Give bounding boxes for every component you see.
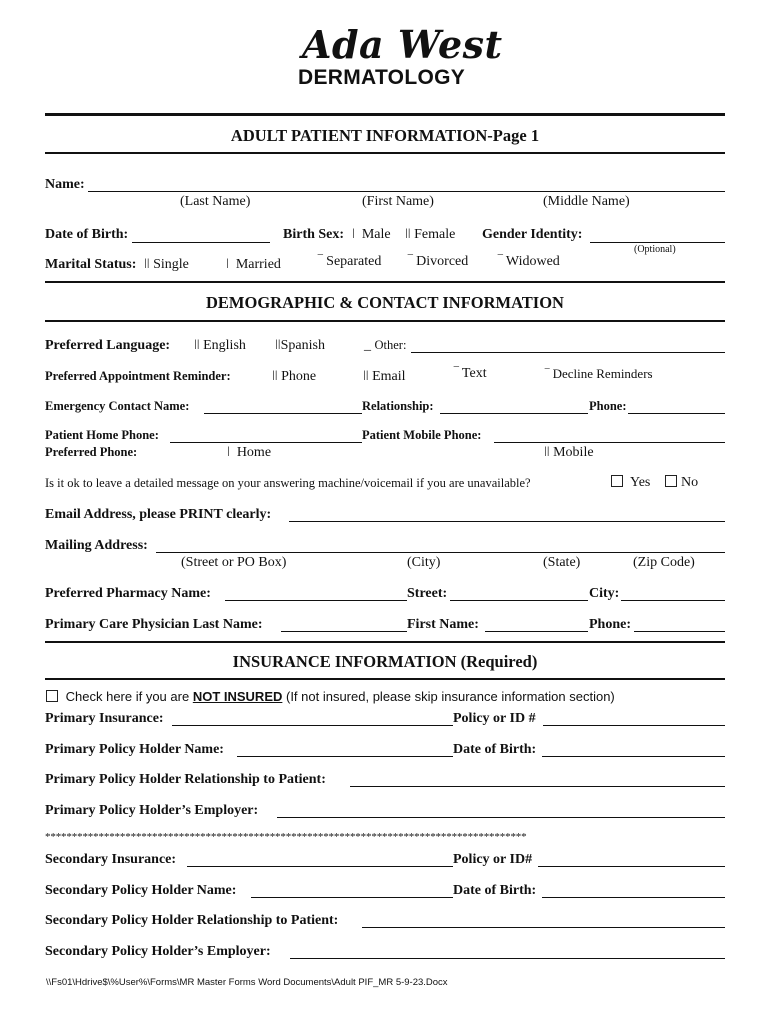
emergency-contact-label: Emergency Contact Name: [45,399,190,413]
emergency-phone-input-line[interactable] [628,413,725,414]
title-rule-top [45,113,725,116]
middle-name-caption: (Middle Name) [543,194,630,209]
city-caption: (City) [407,555,441,570]
secondary-policy-label: Policy or ID# [453,852,533,867]
pcp-last-name-label: Primary Care Physician Last Name: [45,617,263,632]
secondary-insurance-input-line[interactable] [187,866,453,867]
primary-policy-label: Policy or ID # [453,711,536,726]
checkbox-icon [611,475,623,487]
email-input-line[interactable] [289,521,725,522]
primary-holder-dob-input-line[interactable] [542,756,725,757]
secondary-insurance-label: Secondary Insurance: [45,852,177,867]
pharmacy-name-label: Preferred Pharmacy Name: [45,586,211,601]
pcp-phone-label: Phone: [589,617,631,632]
pcp-first-name-label: First Name: [407,617,479,632]
primary-holder-employer-input-line[interactable] [277,817,725,818]
emergency-relationship-input-line[interactable] [440,413,588,414]
secondary-holder-name-input-line[interactable] [251,897,453,898]
gender-identity-input-line[interactable] [590,242,725,243]
insurance-rule-bottom [45,678,725,680]
pcp-last-name-input-line[interactable] [281,631,407,632]
section-separator-stars: ****************************************************************************************** [45,831,527,843]
preferred-phone-home-option[interactable]: ǀ Home [227,445,272,460]
secondary-holder-name-label: Secondary Policy Holder Name: [45,883,237,898]
voicemail-question: Is it ok to leave a detailed message on your answering machine/voicemail if you are unavailable? [45,476,531,490]
email-label: Email Address, please PRINT clearly: [45,507,272,522]
insurance-section-title: INSURANCE INFORMATION (Required) [232,652,538,671]
secondary-policy-input-line[interactable] [538,866,725,867]
mailing-address-label: Mailing Address: [45,538,148,553]
primary-holder-name-label: Primary Policy Holder Name: [45,742,224,757]
birth-sex-male-option[interactable]: ǀ Male [352,227,391,242]
home-phone-label: Patient Home Phone: [45,428,159,442]
preferred-language-label: Preferred Language: [45,338,171,353]
primary-holder-dob-label: Date of Birth: [453,742,537,757]
gender-optional-note: (Optional) [634,244,676,255]
preferred-phone-label: Preferred Phone: [45,445,138,459]
checkbox-icon [46,690,58,702]
dob-input-line[interactable] [132,242,270,243]
marital-single-option[interactable]: ǀǀ Single [144,257,189,272]
marital-married-option[interactable]: ǀ Married [226,257,281,272]
zip-caption: (Zip Code) [633,555,695,570]
marital-divorced-option[interactable]: ‾ Divorced [408,254,469,269]
state-caption: (State) [543,555,581,570]
secondary-holder-dob-label: Date of Birth: [453,883,537,898]
logo-subtitle: DERMATOLOGY [298,66,466,89]
checkbox-icon [665,475,677,487]
pharmacy-street-label: Street: [407,586,448,601]
demographic-rule-bottom [45,320,725,322]
primary-holder-name-input-line[interactable] [237,756,453,757]
primary-insurance-input-line[interactable] [172,725,453,726]
demographic-rule-top [45,281,725,283]
voicemail-yes-checkbox[interactable]: Yes [611,475,650,491]
logo-script: Ada West [302,22,503,67]
language-spanish-option[interactable]: ǀǀSpanish [275,338,325,353]
mobile-phone-input-line[interactable] [494,442,725,443]
preferred-phone-mobile-option[interactable]: ǀǀ Mobile [544,445,594,460]
reminder-decline-option[interactable]: ‾ Decline Reminders [545,366,653,381]
insurance-rule-top [45,641,725,643]
pcp-first-name-input-line[interactable] [485,631,588,632]
secondary-holder-relationship-label: Secondary Policy Holder Relationship to Patient: [45,913,339,928]
secondary-holder-relationship-input-line[interactable] [362,927,725,928]
mobile-phone-label: Patient Mobile Phone: [362,428,482,442]
reminder-text-option[interactable]: ‾ Text [454,366,487,381]
marital-separated-option[interactable]: ‾ Separated [318,254,382,269]
reminder-email-option[interactable]: ǀǀ Email [363,369,406,384]
pharmacy-street-input-line[interactable] [450,600,588,601]
not-insured-checkbox[interactable]: Check here if you are NOT INSURED (If not insured, please skip insurance information section) [46,689,615,704]
name-input-line[interactable] [88,191,725,192]
primary-insurance-label: Primary Insurance: [45,711,164,726]
language-english-option[interactable]: ǀǀ English [194,338,246,353]
name-label: Name: [45,177,85,192]
primary-holder-relationship-input-line[interactable] [350,786,725,787]
dob-label: Date of Birth: [45,227,129,242]
last-name-caption: (Last Name) [180,194,251,209]
page-title: ADULT PATIENT INFORMATION-Page 1 [230,126,540,145]
language-other-input-line[interactable] [411,352,725,353]
pharmacy-city-input-line[interactable] [621,600,725,601]
primary-policy-input-line[interactable] [543,725,725,726]
marital-widowed-option[interactable]: ‾ Widowed [498,254,560,269]
mailing-address-input-line[interactable] [156,552,725,553]
footer-file-path: \\Fs01\Hdrive$\%User%\Forms\MR Master Forms Word Documents\Adult PIF_MR 5-9-23.Docx [46,977,448,988]
voicemail-no-checkbox[interactable]: No [665,475,698,491]
secondary-holder-dob-input-line[interactable] [542,897,725,898]
demographic-section-title: DEMOGRAPHIC & CONTACT INFORMATION [206,293,564,312]
primary-holder-employer-label: Primary Policy Holder’s Employer: [45,803,259,818]
gender-identity-label: Gender Identity: [482,227,583,242]
street-caption: (Street or PO Box) [181,555,287,570]
pharmacy-name-input-line[interactable] [225,600,407,601]
appointment-reminder-label: Preferred Appointment Reminder: [45,369,231,383]
language-other-option[interactable]: _ Other: [364,338,407,353]
birth-sex-female-option[interactable]: ǀǀ Female [405,227,456,242]
primary-holder-relationship-label: Primary Policy Holder Relationship to Patient: [45,772,326,787]
home-phone-input-line[interactable] [170,442,362,443]
emergency-relationship-label: Relationship: [362,399,434,413]
first-name-caption: (First Name) [362,194,434,209]
emergency-phone-label: Phone: [589,399,627,413]
birth-sex-label: Birth Sex: [283,227,345,242]
emergency-name-input-line[interactable] [204,413,362,414]
marital-status-label: Marital Status: [45,257,137,272]
reminder-phone-option[interactable]: ǀǀ Phone [272,369,317,384]
title-rule-bottom [45,152,725,154]
pcp-phone-input-line[interactable] [634,631,725,632]
secondary-holder-employer-label: Secondary Policy Holder’s Employer: [45,944,271,959]
secondary-holder-employer-input-line[interactable] [290,958,725,959]
pharmacy-city-label: City: [589,586,620,601]
